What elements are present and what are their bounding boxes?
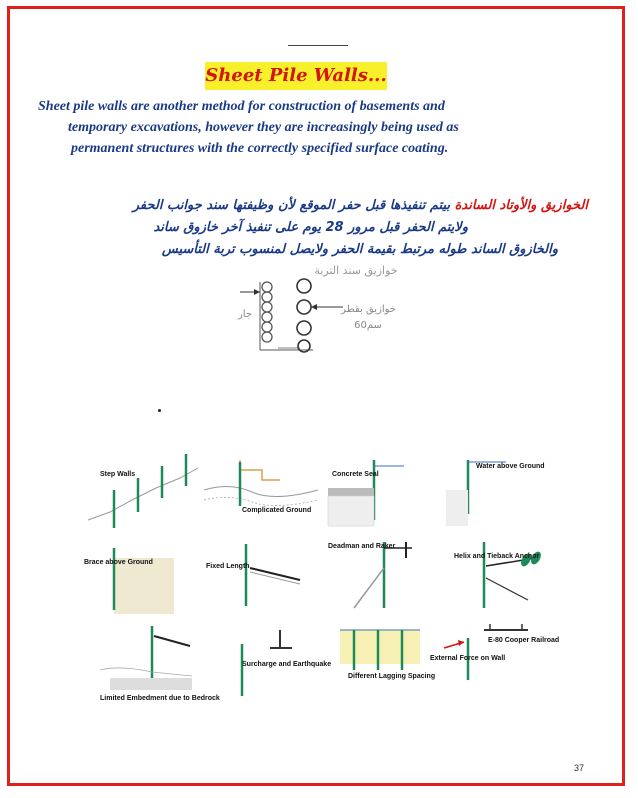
sketch-top-label: خوازيق سند التربة — [314, 264, 398, 277]
label-complicated-ground: Complicated Ground — [242, 507, 312, 514]
arabic-paragraph — [48, 195, 588, 261]
diagram-water-above-ground — [446, 440, 566, 530]
label-brace-above-ground: Brace above Ground — [84, 559, 153, 566]
label-deadman-raker: Deadman and Raker — [328, 543, 396, 550]
diagram-step-walls — [80, 440, 200, 530]
diagram-complicated-ground — [200, 440, 320, 530]
intro-line-2: temporary excavations, however they are increasingly being used as — [68, 120, 459, 135]
diagram-grid — [80, 440, 570, 730]
intro-line-3: permanent structures with the correctly specified surface coating. — [71, 141, 449, 156]
large-piles — [297, 279, 311, 352]
diagram-fixed-length — [200, 528, 320, 618]
page-number: 37 — [574, 763, 585, 773]
intro-paragraph — [38, 96, 598, 159]
sketch-diameter-label: خوازيق بقطر — [341, 304, 396, 315]
diagram-external-force — [424, 620, 560, 710]
label-helix-tieback: Helix and Tieback Anchor — [454, 553, 540, 560]
label-water-above-ground: Water above Ground — [476, 463, 545, 470]
diagram-brace-above-ground — [80, 528, 200, 618]
label-concrete-seal: Concrete Seal — [332, 471, 379, 478]
bullet-dot — [158, 409, 161, 412]
label-lagging-spacing: Different Lagging Spacing — [348, 673, 436, 680]
label-surcharge-earthquake: Surcharge and Earthquake — [242, 661, 332, 668]
arabic-red-lead: الخوازيق والأوتاد الساندة — [454, 198, 588, 213]
arabic-line-1-rest: بيتم تنفيذها قبل حفر الموقع لأن وظيفتها سند جوانب الحفر — [132, 198, 451, 213]
diagram-surcharge-earthquake — [200, 620, 332, 710]
diagram-helix-tieback — [446, 528, 566, 618]
pile-sketch — [238, 262, 398, 354]
sketch-side-label: جار — [237, 309, 252, 320]
label-external-force: External Force on Wall — [430, 655, 506, 662]
small-piles — [262, 282, 272, 342]
arabic-line-2: ولايتم الحفر قبل مرور 28 يوم على تنفيذ آخر خازوق ساند — [153, 220, 468, 235]
header-rule — [288, 45, 348, 46]
label-cooper-railroad: E-80 Cooper Railroad — [488, 637, 560, 644]
diagram-limited-embedment — [80, 620, 220, 710]
arabic-line-3: والخازوق الساند طوله مرتبط بقيمة الحفر ولايصل لمنسوب تربة التأسيس — [161, 242, 558, 257]
sketch-size-label: 60سم — [354, 320, 382, 331]
arabic-line-1 — [133, 198, 588, 213]
intro-line-1: Sheet pile walls are another method for construction of basements and — [38, 99, 445, 114]
label-step-walls: Step Walls — [100, 471, 136, 478]
label-limited-embedment: Limited Embedment due to Bedrock — [100, 695, 220, 702]
diagram-deadman-raker — [324, 528, 444, 618]
label-fixed-length: Fixed Length — [206, 563, 250, 570]
diagram-concrete-seal — [324, 440, 444, 530]
section-title: Sheet Pile Walls... — [205, 62, 387, 90]
